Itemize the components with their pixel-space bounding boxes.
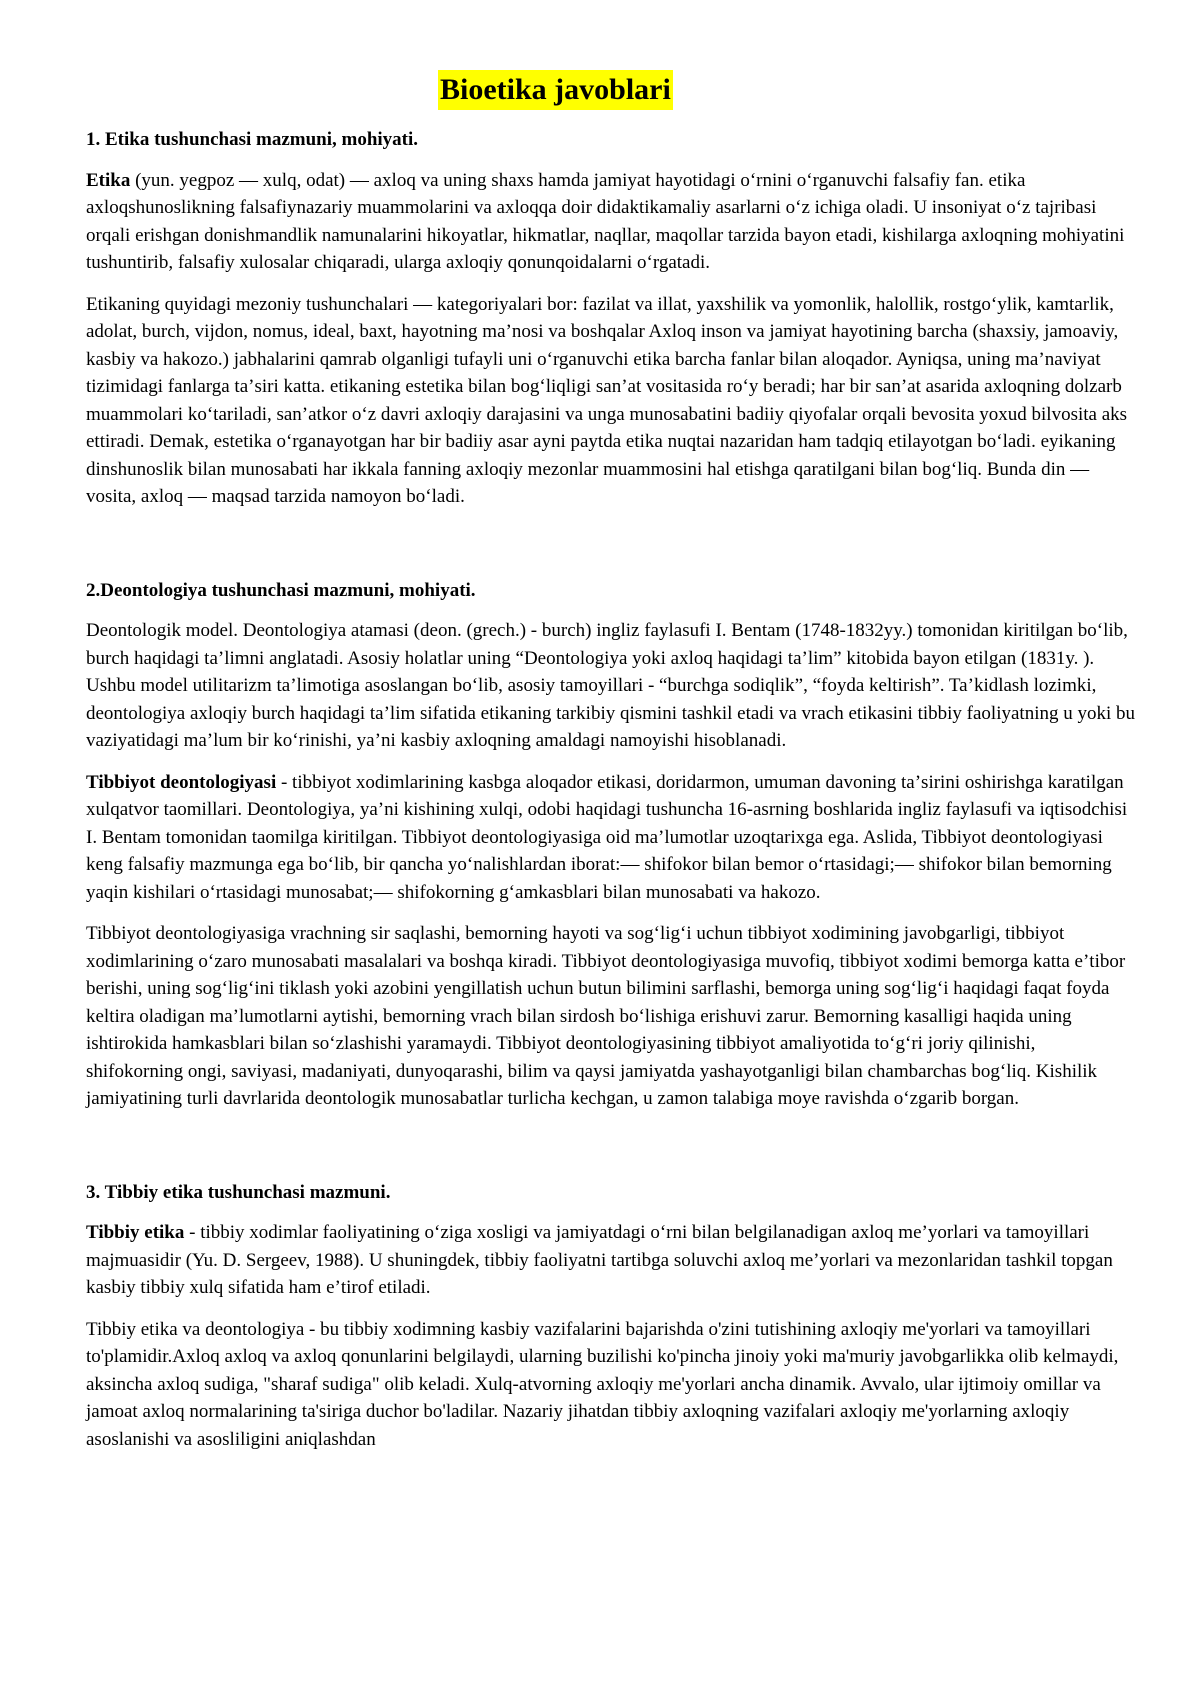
- section-heading: 1. Etika tushunchasi mazmuni, mohiyati.: [86, 129, 419, 150]
- section-3: [86, 1179, 1136, 1454]
- paragraph-text: (yun. yegpoz — xulq, odat) — axloq va uning shaxs hamda jamiyat hayotidagi oʻrnini oʻrganuvchi falsafiy fan. etika axloqshunoslikning falsafiynazariy muammolarini va axloqqa doir didaktikamaliy asarlarni oʻz ichiga oladi. U insoniyat oʻz tajribasi orqali erishgan donishmandlik namunalarini hikoyatlar, hikmatlar, naqllar, maqollar tarzida bayon etadi, kishilarga axloqning mohiyatini tushuntirib, falsafiy xulosalar chiqaradi, ularga axloqiy qonunqoidalarni oʻrgatadi.: [86, 169, 1125, 273]
- paragraph-text: - tibbiyot xodimlarining kasbga aloqador etikasi, doridarmon, umuman davoning taʼsirini oshirishga karatilgan xulqatvor taomillari. Deontologiya, yaʼni kishining xulqi, odobi haqidagi tushuncha 16-asrning boshlarida ingliz faylasufi va iqtisodchisi I. Bentam tomonidan taomilga kiritilgan. Tibbiyot deontologiyasiga oid maʼlumotlar uzoqtarixga ega. Aslida, Tibbiyot deontologiyasi keng falsafiy mazmunga ega boʻlib, bir qancha yoʻnalishlardan iborat:— shifokor bilan bemor oʻrtasidagi;— shifokor bilan bemorning yaqin kishilari oʻrtasidagi munosabat;— shifokorning gʻamkasblari bilan munosabati va hakozo.: [86, 771, 1128, 903]
- term-bold: Tibbiy etika: [86, 1222, 185, 1243]
- section-heading: 3. Tibbiy etika tushunchasi mazmuni.: [86, 1181, 391, 1203]
- paragraph-text: - tibbiy xodimlar faoliyatining oʻziga xosligi va jamiyatdagi oʻrni bilan belgilanadigan axloq meʼyorlari va tamoyillari majmuasidir (Yu. D. Sergeev, 1988). U shuningdek, tibbiy faoliyatni tartibga soluvchi axloq meʼyorlari va mezonlaridan tashkil topgan kasbiy tibbiy xulq sifatida ham eʼtirof etiladi.: [86, 1222, 1113, 1298]
- paragraph: [86, 1219, 1136, 1302]
- document-body: [86, 126, 1136, 1467]
- paragraph: [86, 769, 1136, 907]
- term-bold: Tibbiyot deontologiyasi: [86, 771, 277, 793]
- section-1: [86, 126, 1136, 511]
- section-heading: 2.Deontologiya tushunchasi mazmuni, mohiyati.: [86, 579, 476, 601]
- paragraph: Deontologik model. Deontologiya atamasi (deon. (grech.) - burch) ingliz faylasufi I. Bentam (1748-1832yy.) tomonidan kiritilgan boʻlib, burch haqidagi taʼlimni anglatadi. Asosiy holatlar uning “Deontologiya yoki axloq haqidagi taʼlim” kitobida bayon etilgan (1831y. ). Ushbu model utilitarizm taʼlimotiga asoslangan boʻlib, asosiy tamoyillari - “burchga sodiqlik”, “foyda keltirish”. Taʼkidlash lozimki, deontologiya axloqiy burch haqidagi taʼlim sifatida etikaning tarkibiy qismini tashkil etadi va vrach etikasini tibbiy faoliyatning u yoki bu vaziyatidagi maʼlum bir koʻrinishi, yaʼni kasbiy axloqning amaldagi namoyishi hisoblanadi.: [86, 620, 1135, 751]
- paragraph: Tibbiyot deontologiyasiga vrachning sir saqlashi, bemorning hayoti va sogʻligʻi uchun tibbiyot xodimining javobgarligi, tibbiyot xodimlarining oʻzaro munosabati masalalari va boshqa kiradi. Tibbiyot deontologiyasiga muvofiq, tibbiyot xodimi bemorga katta eʼtibor berishi, uning sogʻligʻini tiklash yoki azobini yengillatish uchun butun bilimini sarflashi, bemorga uning sogʻligʻi haqidagi faqat foyda keltira oladigan maʼlumotlarni aytishi, bemorning vrach bilan sirdosh boʻlishiga erishuvi zarur. Bemorning kasalligi haqida uning ishtirokida hamkasblari bilan soʻzlashishi yaramaydi. Tibbiyot deontologiyasining tibbiyot amaliyotida toʻgʻri joriy qilinishi, shifokorning ongi, saviyasi, madaniyati, dunyoqarashi, bilim va qaysi jamiyatda yashayotganligi bilan chambarchas bogʻliq. Kishilik jamiyatining turli davrlarida deontologik munosabatlar turlicha kechgan, u zamon talabiga moye ravishda oʻzgarib borgan.: [86, 923, 1126, 1109]
- page-title: Bioetika javoblari: [438, 70, 673, 110]
- paragraph: [86, 167, 1136, 277]
- paragraph: Etikaning quyidagi mezoniy tushunchalari — kategoriyalari bor: fazilat va illat, yaxshilik va yomonlik, halollik, rostgoʻylik, kamtarlik, adolat, burch, vijdon, nomus, ideal, baxt, hayotning maʼnosi va boshqalar Axloq inson va jamiyat hayotining barcha (shaxsiy, jamoaviy, kasbiy va hakozo.) jabhalarini qamrab olganligi tufayli uni oʻrganuvchi etika barcha fanlar bilan aloqador. Ayniqsa, uning maʼnaviyat tizimidagi fanlarga taʼsiri katta. etikaning estetika bilan bogʻliqligi sanʼat vositasida roʻy beradi; har bir sanʼat asarida axloqning dolzarb muammolari koʻtariladi, sanʼatkor oʻz davri axloqiy darajasini va unga munosabatini badiiy qiyofalar orqali bevosita yoxud bilvosita aks ettiradi. Demak, estetika oʻrganayotgan har bir badiiy asar ayni paytda etika nuqtai nazaridan ham tadqiq etilayotgan boʻladi. eyikaning dinshunoslik bilan munosabati har ikkala fanning axloqiy mezonlar muammosini hal etishga qaratilgani bilan bogʻliq. Bunda din — vosita, axloq — maqsad tarzida namoyon boʻladi.: [86, 293, 1128, 507]
- term-bold: Etika: [86, 169, 131, 191]
- section-2: [86, 577, 1136, 1113]
- paragraph: Tibbiy etika va deontologiya - bu tibbiy xodimning kasbiy vazifalarini bajarishda o'zini tutishining axloqiy me'yorlari va tamoyillari to'plamidir.Axloq axloq va axloq qonunlarini belgilaydi, ularning buzilishi ko'pincha jinoiy yoki ma'muriy javobgarlikka olib kelmaydi, aksincha axloq sudiga, "sharaf sudiga" olib keladi. Xulq-atvorning axloqiy me'yorlari ancha dinamik. Avvalo, ular ijtimoiy omillar va jamoat axloq normalarining ta'siriga duchor bo'ladilar. Nazariy jihatdan tibbiy axloqning vazifalari axloqiy me'yorlarning axloqiy asoslanishi va asosliligini aniqlashdan: [86, 1318, 1119, 1450]
